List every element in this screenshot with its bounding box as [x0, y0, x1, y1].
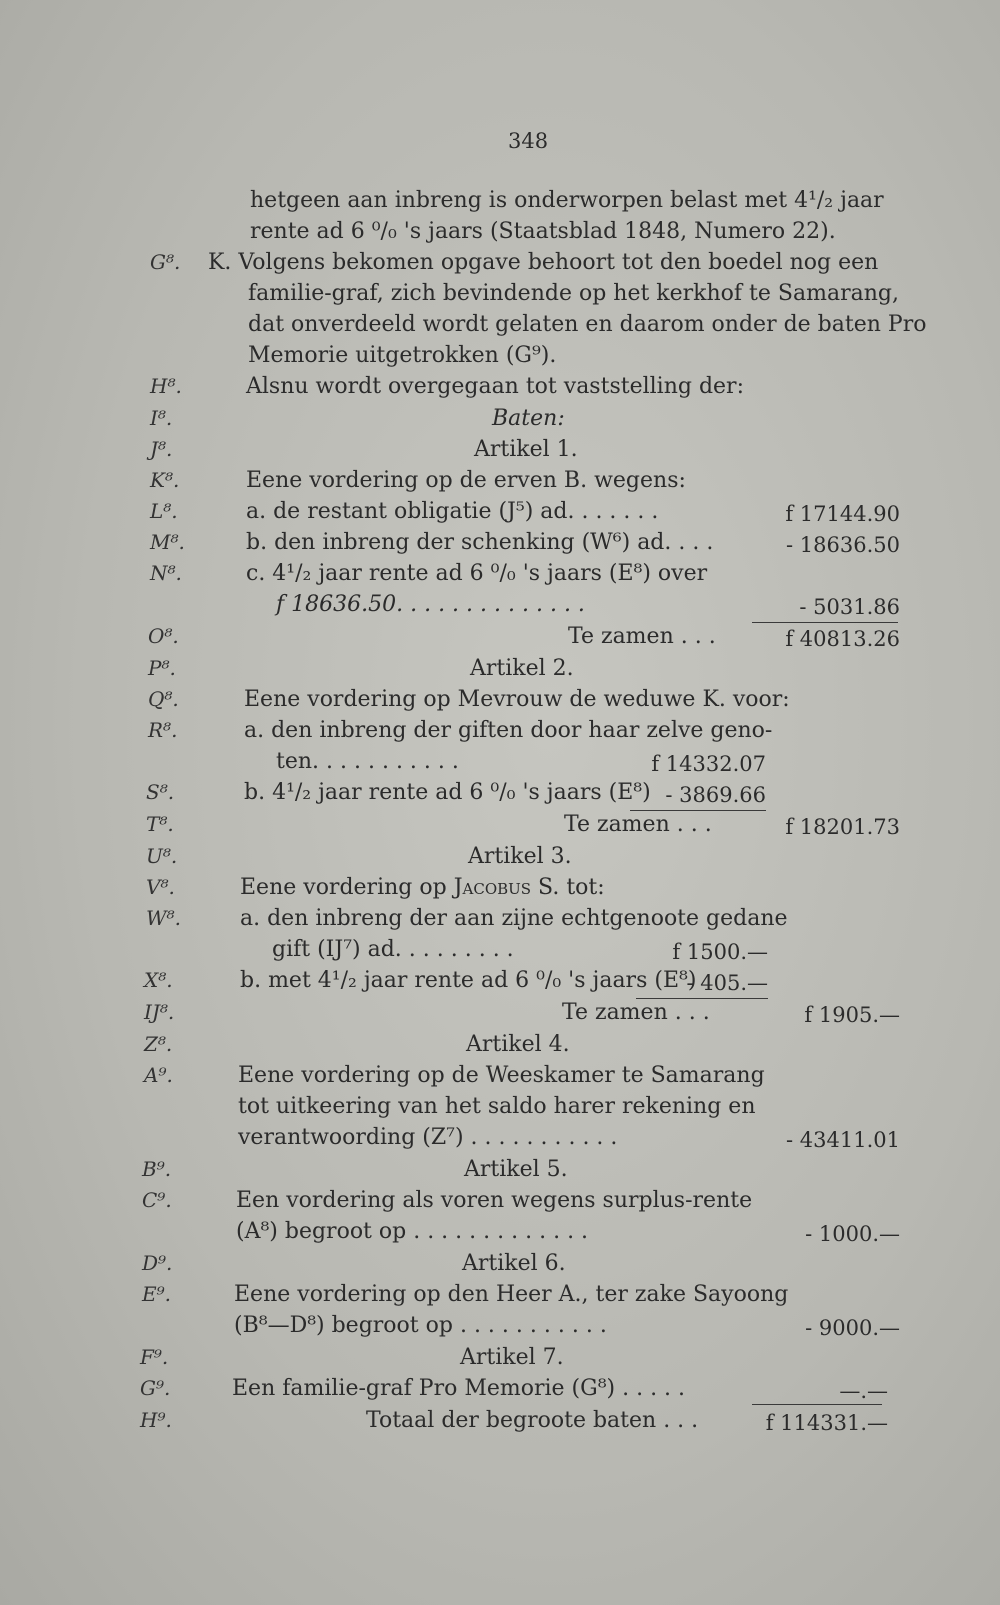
total-amount: f 18201.73 — [785, 815, 900, 839]
total-label: Te zamen . . . — [562, 1000, 710, 1025]
margin-mark: P⁸. — [148, 656, 176, 680]
margin-mark: S⁸. — [146, 780, 175, 804]
item-line: a. de restant obligatie (J⁵) ad. . . . . . . — [246, 499, 659, 524]
body-line: K. Volgens bekomen opgave behoort tot den boedel nog een — [208, 250, 879, 275]
artikel-title: Artikel 4. — [466, 1032, 570, 1057]
item-line: b. 4¹/₂ jaar rente ad 6 ⁰/₀ 's jaars (E⁸) — [244, 780, 651, 805]
artikel-title: Artikel 7. — [460, 1345, 564, 1370]
sum-rule — [752, 1404, 882, 1405]
margin-mark: H⁸. — [150, 374, 182, 398]
item-line: a. den inbreng der aan zijne echtgenoote gedane — [240, 906, 788, 931]
body-line: hetgeen aan inbreng is onderworpen belast met 4¹/₂ jaar — [250, 188, 884, 213]
body-line: Alsnu wordt overgegaan tot vaststelling der: — [246, 374, 744, 399]
margin-mark: B⁹. — [142, 1157, 172, 1181]
margin-mark: N⁸. — [150, 561, 182, 585]
item-line: (B⁸—D⁸) begroot op . . . . . . . . . . . — [234, 1313, 607, 1338]
total-amount: f 40813.26 — [785, 627, 900, 651]
margin-mark: V⁸. — [146, 875, 175, 899]
page-number: 348 — [508, 129, 549, 153]
margin-mark: D⁹. — [142, 1251, 173, 1275]
sum-rule — [630, 810, 766, 811]
item-line: c. 4¹/₂ jaar rente ad 6 ⁰/₀ 's jaars (E⁸) over — [246, 561, 708, 586]
amount: - 5031.86 — [799, 595, 900, 619]
item-line: f 18636.50. . . . . . . . . . . . . . — [276, 592, 585, 617]
artikel-intro: Eene vordering op Mevrouw de weduwe K. voor: — [244, 687, 790, 712]
margin-mark: L⁸. — [150, 499, 178, 523]
amount: - 43411.01 — [786, 1128, 900, 1152]
margin-mark: C⁹. — [142, 1188, 172, 1212]
artikel-intro: Eene vordering op Jacobus S. tot: — [240, 875, 605, 900]
item-line: gift (IJ⁷) ad. . . . . . . . . — [272, 937, 514, 962]
artikel-title: Artikel 3. — [468, 844, 572, 869]
item-line: b. den inbreng der schenking (W⁶) ad. . . . — [246, 530, 714, 555]
margin-mark: Z⁸. — [144, 1032, 173, 1056]
margin-mark: IJ⁸. — [144, 1000, 175, 1024]
item-line: Een vordering als voren wegens surplus-rente — [236, 1188, 753, 1213]
margin-mark: H⁹. — [140, 1408, 172, 1432]
margin-mark: E⁹. — [142, 1282, 171, 1306]
item-line: Een familie-graf Pro Memorie (G⁸) . . . . . — [232, 1376, 686, 1401]
amount: f 1500.— — [672, 940, 768, 964]
item-line: ten. . . . . . . . . . . — [276, 749, 459, 774]
sum-rule — [752, 622, 898, 623]
amount: - 405.— — [686, 971, 768, 995]
margin-mark: R⁸. — [148, 718, 178, 742]
margin-mark: W⁸. — [146, 906, 181, 930]
total-amount: f 1905.— — [804, 1003, 900, 1027]
amount: - 9000.— — [805, 1316, 900, 1340]
body-line: familie-graf, zich bevindende op het kerkhof te Samarang, — [248, 281, 899, 306]
artikel-intro: Eene vordering op de erven B. wegens: — [246, 468, 686, 493]
margin-mark: K⁸. — [150, 468, 180, 492]
item-line: b. met 4¹/₂ jaar rente ad 6 ⁰/₀ 's jaars (E⁸) — [240, 968, 697, 993]
total-label: Te zamen . . . — [568, 624, 716, 649]
item-line: (A⁸) begroot op . . . . . . . . . . . . . — [236, 1219, 589, 1244]
sum-rule — [636, 998, 768, 999]
margin-mark: G⁹. — [140, 1376, 171, 1400]
artikel-title: Artikel 6. — [462, 1251, 566, 1276]
amount: —.— — [839, 1379, 888, 1403]
item-line: verantwoording (Z⁷) . . . . . . . . . . . — [238, 1125, 618, 1150]
total-label: Te zamen . . . — [564, 812, 712, 837]
margin-mark: F⁹. — [140, 1345, 169, 1369]
amount: - 18636.50 — [786, 533, 900, 557]
amount: f 17144.90 — [785, 502, 900, 526]
margin-mark: X⁸. — [144, 968, 173, 992]
body-line: Memorie uitgetrokken (G⁹). — [248, 343, 557, 368]
margin-mark: J⁸. — [150, 437, 173, 461]
baten-heading: Baten: — [492, 406, 565, 431]
margin-mark: M⁸. — [150, 530, 185, 554]
body-line: rente ad 6 ⁰/₀ 's jaars (Staatsblad 1848, Numero 22). — [250, 219, 836, 244]
item-line: Eene vordering op den Heer A., ter zake Sayoong — [234, 1282, 789, 1307]
item-line: tot uitkeering van het saldo harer rekening en — [238, 1094, 756, 1119]
margin-mark: A⁹. — [144, 1063, 173, 1087]
amount: - 3869.66 — [665, 783, 766, 807]
artikel-title: Artikel 2. — [470, 656, 574, 681]
grand-total-label: Totaal der begroote baten . . . — [366, 1408, 699, 1433]
margin-mark: U⁸. — [146, 844, 178, 868]
margin-mark: Q⁸. — [148, 687, 179, 711]
margin-mark: T⁸. — [146, 812, 174, 836]
margin-mark: G⁸. — [150, 250, 181, 274]
body-line: dat onverdeeld wordt gelaten en daarom onder de baten Pro — [248, 312, 927, 337]
amount: f 14332.07 — [651, 752, 766, 776]
item-line: Eene vordering op de Weeskamer te Samarang — [238, 1063, 765, 1088]
artikel-title: Artikel 5. — [464, 1157, 568, 1182]
amount: - 1000.— — [805, 1222, 900, 1246]
margin-mark: I⁸. — [150, 406, 173, 430]
item-line: a. den inbreng der giften door haar zelve geno- — [244, 718, 773, 743]
grand-total: f 114331.— — [765, 1411, 888, 1435]
margin-mark: O⁸. — [148, 624, 179, 648]
artikel-title: Artikel 1. — [474, 437, 578, 462]
